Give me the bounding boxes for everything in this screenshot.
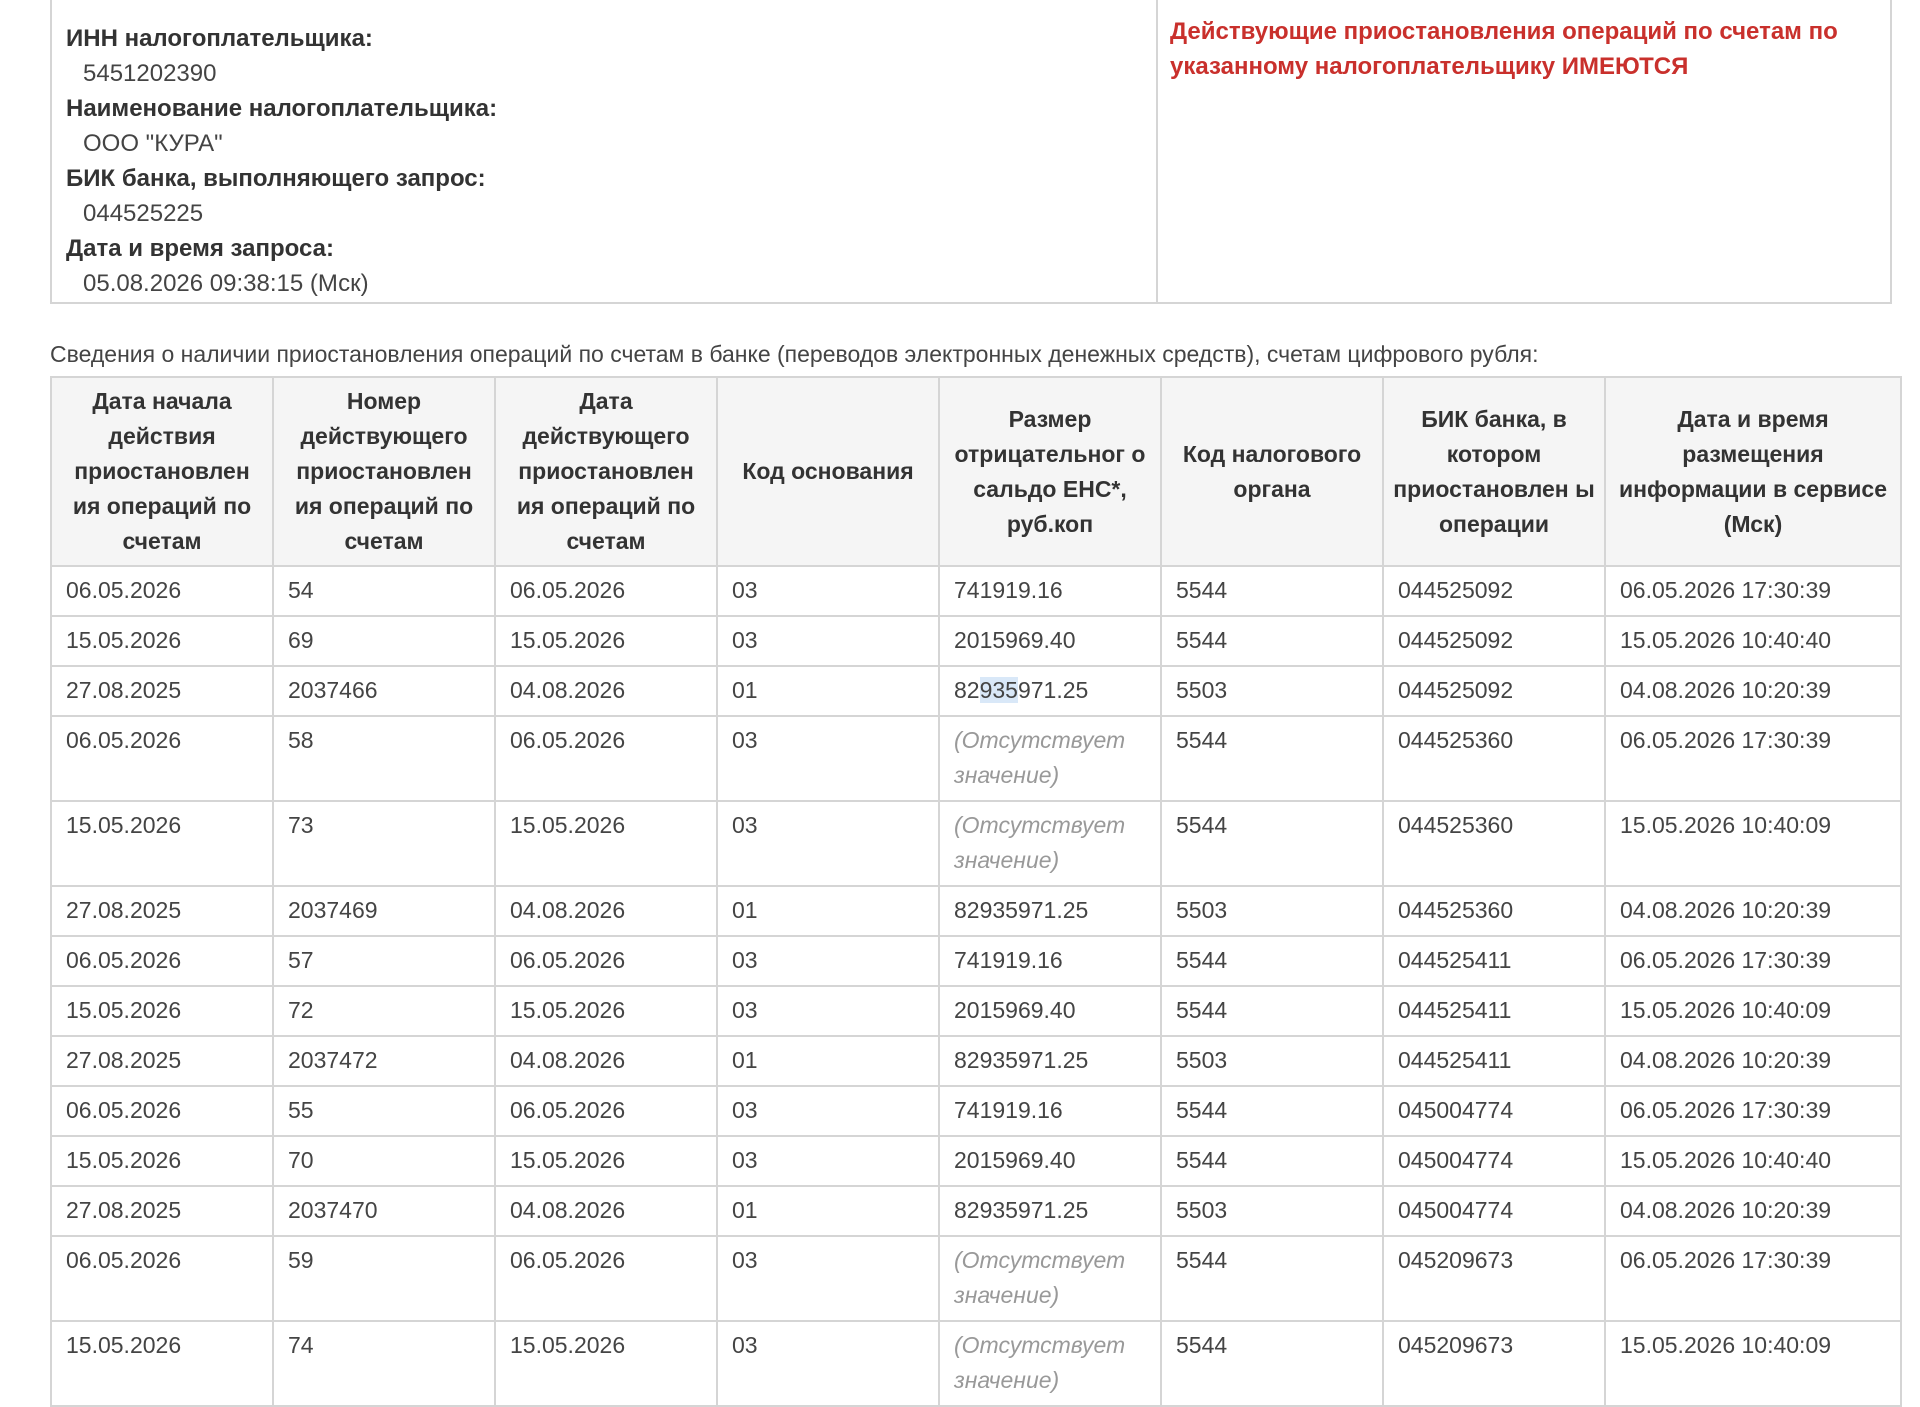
table-row [51, 1086, 1901, 1136]
cell-suspension-number: 2037466 [273, 666, 495, 716]
cell-basis-code: 03 [717, 936, 939, 986]
cell-tax-authority-code: 5503 [1161, 1036, 1383, 1086]
cell-suspension-number: 74 [273, 1321, 495, 1406]
cell-basis-code: 01 [717, 1186, 939, 1236]
table-row [51, 716, 1901, 801]
request-datetime-label: Дата и время запроса: [66, 235, 334, 262]
cell-tax-authority-code: 5544 [1161, 1321, 1383, 1406]
cell-bank-bik: 044525360 [1383, 801, 1605, 886]
cell-basis-code: 01 [717, 1036, 939, 1086]
cell-basis-code: 03 [717, 1136, 939, 1186]
cell-start-date: 15.05.2026 [51, 801, 273, 886]
table-header-row [51, 377, 1901, 566]
cell-posted-datetime: 06.05.2026 17:30:39 [1605, 1236, 1901, 1321]
cell-negative-balance-missing: (Отсутствует значение) [939, 1321, 1161, 1406]
table-row [51, 1036, 1901, 1086]
cell-basis-code: 01 [717, 666, 939, 716]
cell-negative-balance-missing: (Отсутствует значение) [939, 716, 1161, 801]
cell-suspension-date: 15.05.2026 [495, 986, 717, 1036]
cell-basis-code: 03 [717, 616, 939, 666]
cell-posted-datetime: 15.05.2026 10:40:09 [1605, 1321, 1901, 1406]
cell-posted-datetime: 06.05.2026 17:30:39 [1605, 1086, 1901, 1136]
cell-bank-bik: 044525411 [1383, 936, 1605, 986]
cell-suspension-date: 04.08.2026 [495, 666, 717, 716]
cell-suspension-number: 70 [273, 1136, 495, 1186]
cell-start-date: 27.08.2025 [51, 886, 273, 936]
table-row [51, 886, 1901, 936]
request-summary-panel [50, 0, 1892, 304]
table-row [51, 1321, 1901, 1406]
cell-negative-balance[interactable] [939, 666, 1161, 716]
cell-posted-datetime: 04.08.2026 10:20:39 [1605, 1186, 1901, 1236]
cell-tax-authority-code: 5544 [1161, 801, 1383, 886]
col-header-start-date: Дата начала действия приостановлен ия операций по счетам [51, 377, 273, 566]
suspension-status-alert: Действующие приостановления операций по счетам по указанному налогоплательщику ИМЕЮТСЯ [1170, 18, 1838, 80]
cell-posted-datetime: 15.05.2026 10:40:40 [1605, 1136, 1901, 1186]
cell-negative-balance: 741919.16 [939, 566, 1161, 616]
cell-suspension-number: 57 [273, 936, 495, 986]
cell-bank-bik: 045209673 [1383, 1321, 1605, 1406]
table-row [51, 666, 1901, 716]
cell-tax-authority-code: 5544 [1161, 1136, 1383, 1186]
cell-suspension-date: 04.08.2026 [495, 1186, 717, 1236]
cell-bank-bik: 044525411 [1383, 1036, 1605, 1086]
cell-suspension-number: 54 [273, 566, 495, 616]
cell-negative-balance: 741919.16 [939, 936, 1161, 986]
cell-suspension-number: 58 [273, 716, 495, 801]
cell-suspension-date: 06.05.2026 [495, 1236, 717, 1321]
cell-bank-bik: 044525092 [1383, 616, 1605, 666]
cell-tax-authority-code: 5503 [1161, 666, 1383, 716]
cell-bank-bik: 045209673 [1383, 1236, 1605, 1321]
cell-suspension-date: 06.05.2026 [495, 566, 717, 616]
cell-suspension-number: 69 [273, 616, 495, 666]
cell-basis-code: 03 [717, 716, 939, 801]
cell-negative-balance-missing: (Отсутствует значение) [939, 801, 1161, 886]
taxpayer-name-value: ООО "КУРА" [83, 130, 223, 157]
cell-start-date: 15.05.2026 [51, 1136, 273, 1186]
cell-start-date: 15.05.2026 [51, 986, 273, 1036]
cell-bank-bik: 044525360 [1383, 886, 1605, 936]
cell-suspension-number: 73 [273, 801, 495, 886]
col-header-negative-balance: Размер отрицательног о сальдо ЕНС*, руб.коп [939, 377, 1161, 566]
table-row [51, 1186, 1901, 1236]
cell-bank-bik: 045004774 [1383, 1086, 1605, 1136]
cell-basis-code: 03 [717, 1321, 939, 1406]
cell-basis-code: 03 [717, 1086, 939, 1136]
table-row [51, 566, 1901, 616]
cell-tax-authority-code: 5544 [1161, 566, 1383, 616]
col-header-suspension-number: Номер действующего приостановлен ия операций по счетам [273, 377, 495, 566]
cell-basis-code: 03 [717, 1236, 939, 1321]
cell-negative-balance: 2015969.40 [939, 986, 1161, 1036]
col-header-suspension-date: Дата действующего приостановлен ия операций по счетам [495, 377, 717, 566]
table-row [51, 936, 1901, 986]
cell-negative-balance: 82935971.25 [939, 1186, 1161, 1236]
balance-text-post: 971.25 [1017, 677, 1089, 703]
balance-text-pre: 82 [954, 677, 980, 703]
cell-posted-datetime: 15.05.2026 10:40:09 [1605, 801, 1901, 886]
cell-posted-datetime: 06.05.2026 17:30:39 [1605, 936, 1901, 986]
cell-start-date: 06.05.2026 [51, 1236, 273, 1321]
cell-bank-bik: 045004774 [1383, 1136, 1605, 1186]
taxpayer-name-label: Наименование налогоплательщика: [66, 95, 498, 122]
status-panel [1158, 0, 1890, 302]
cell-start-date: 27.08.2025 [51, 666, 273, 716]
cell-suspension-number: 59 [273, 1236, 495, 1321]
cell-suspension-number: 55 [273, 1086, 495, 1136]
col-header-bank-bik: БИК банка, в котором приостановлен ы операции [1383, 377, 1605, 566]
table-caption: Сведения о наличии приостановления операций по счетам в банке (переводов электронных денежных средств), счетам цифрового рубля: [50, 341, 1539, 367]
cell-negative-balance-missing: (Отсутствует значение) [939, 1236, 1161, 1321]
cell-bank-bik: 044525092 [1383, 566, 1605, 616]
table-row [51, 986, 1901, 1036]
col-header-posted-datetime: Дата и время размещения информации в сервисе (Мск) [1605, 377, 1901, 566]
cell-suspension-date: 06.05.2026 [495, 1086, 717, 1136]
cell-posted-datetime: 04.08.2026 10:20:39 [1605, 1036, 1901, 1086]
cell-posted-datetime: 15.05.2026 10:40:09 [1605, 986, 1901, 1036]
cell-suspension-date: 15.05.2026 [495, 801, 717, 886]
cell-tax-authority-code: 5503 [1161, 1186, 1383, 1236]
inn-label: ИНН налогоплательщика: [66, 25, 373, 52]
cell-suspension-number: 72 [273, 986, 495, 1036]
cell-basis-code: 03 [717, 801, 939, 886]
cell-tax-authority-code: 5544 [1161, 1236, 1383, 1321]
cell-start-date: 15.05.2026 [51, 1321, 273, 1406]
inn-value: 5451202390 [83, 60, 217, 87]
cell-bank-bik: 044525360 [1383, 716, 1605, 801]
cell-negative-balance: 741919.16 [939, 1086, 1161, 1136]
cell-posted-datetime: 06.05.2026 17:30:39 [1605, 716, 1901, 801]
cell-suspension-date: 15.05.2026 [495, 1136, 717, 1186]
cell-bank-bik: 045004774 [1383, 1186, 1605, 1236]
cell-tax-authority-code: 5503 [1161, 886, 1383, 936]
cell-bank-bik: 044525092 [1383, 666, 1605, 716]
cell-posted-datetime: 04.08.2026 10:20:39 [1605, 886, 1901, 936]
col-header-tax-authority-code: Код налогового органа [1161, 377, 1383, 566]
cell-negative-balance: 82935971.25 [939, 1036, 1161, 1086]
cell-basis-code: 03 [717, 986, 939, 1036]
table-row [51, 801, 1901, 886]
cell-negative-balance: 82935971.25 [939, 886, 1161, 936]
cell-start-date: 06.05.2026 [51, 716, 273, 801]
cell-basis-code: 03 [717, 566, 939, 616]
cell-suspension-number: 2037470 [273, 1186, 495, 1236]
cell-tax-authority-code: 5544 [1161, 936, 1383, 986]
request-datetime-value: 05.08.2026 09:38:15 (Мск) [83, 270, 369, 297]
bank-bik-label: БИК банка, выполняющего запрос: [66, 165, 486, 192]
cell-suspension-date: 06.05.2026 [495, 936, 717, 986]
taxpayer-info [52, 0, 1158, 302]
suspensions-table [50, 376, 1902, 1407]
cell-posted-datetime: 15.05.2026 10:40:40 [1605, 616, 1901, 666]
cell-tax-authority-code: 5544 [1161, 1086, 1383, 1136]
cell-suspension-number: 2037469 [273, 886, 495, 936]
cell-tax-authority-code: 5544 [1161, 616, 1383, 666]
cell-suspension-number: 2037472 [273, 1036, 495, 1086]
cell-start-date: 15.05.2026 [51, 616, 273, 666]
cell-start-date: 27.08.2025 [51, 1186, 273, 1236]
cell-suspension-date: 15.05.2026 [495, 616, 717, 666]
cell-basis-code: 01 [717, 886, 939, 936]
table-row [51, 616, 1901, 666]
cell-suspension-date: 04.08.2026 [495, 1036, 717, 1086]
cell-start-date: 06.05.2026 [51, 936, 273, 986]
text-selection-highlight: 935 [979, 677, 1018, 703]
cell-start-date: 06.05.2026 [51, 566, 273, 616]
cell-negative-balance: 2015969.40 [939, 616, 1161, 666]
cell-suspension-date: 15.05.2026 [495, 1321, 717, 1406]
table-row [51, 1236, 1901, 1321]
bank-bik-value: 044525225 [83, 200, 204, 227]
cell-start-date: 27.08.2025 [51, 1036, 273, 1086]
col-header-basis-code: Код основания [717, 377, 939, 566]
cell-suspension-date: 06.05.2026 [495, 716, 717, 801]
table-row [51, 1136, 1901, 1186]
cell-tax-authority-code: 5544 [1161, 716, 1383, 801]
cell-negative-balance: 2015969.40 [939, 1136, 1161, 1186]
cell-bank-bik: 044525411 [1383, 986, 1605, 1036]
cell-suspension-date: 04.08.2026 [495, 886, 717, 936]
cell-posted-datetime: 06.05.2026 17:30:39 [1605, 566, 1901, 616]
cell-start-date: 06.05.2026 [51, 1086, 273, 1136]
cell-posted-datetime: 04.08.2026 10:20:39 [1605, 666, 1901, 716]
cell-tax-authority-code: 5544 [1161, 986, 1383, 1036]
